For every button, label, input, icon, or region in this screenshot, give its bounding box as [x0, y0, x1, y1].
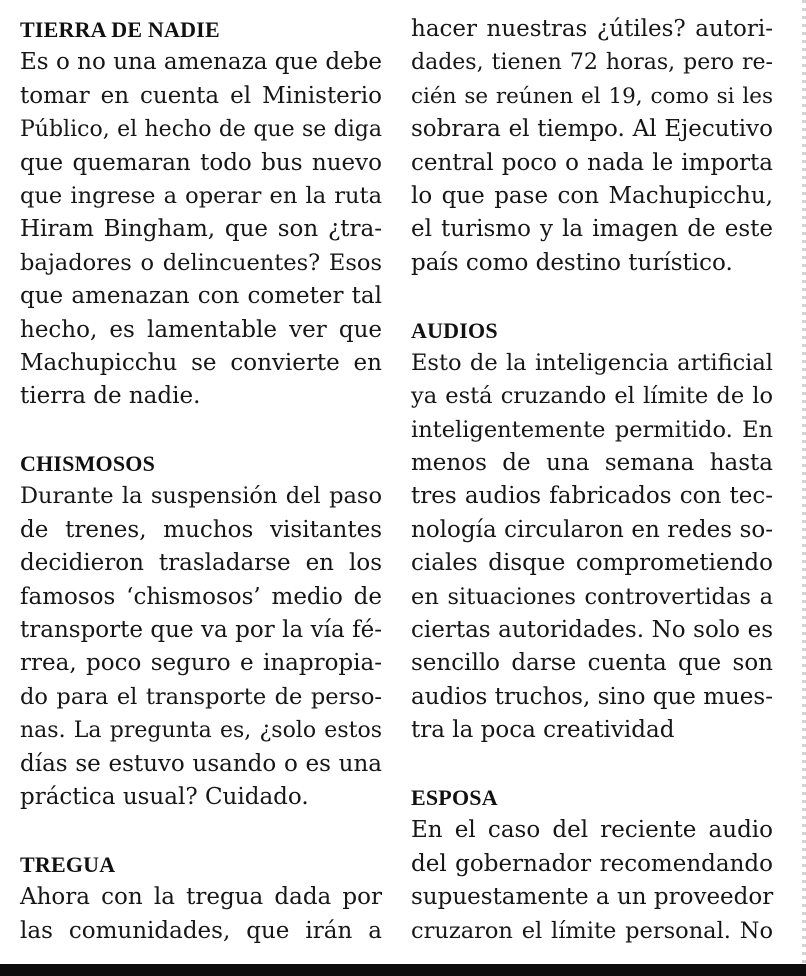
text-line: nología circularon en redes so- — [411, 516, 773, 543]
text-line: que quemaran todo bus nuevo — [20, 149, 382, 176]
section-tierra-de-nadie — [20, 13, 382, 414]
text-line: Es o no una amenaza que debe — [20, 49, 382, 76]
bottom-rule — [0, 964, 806, 976]
section-heading: TIERRA DE NADIE — [20, 17, 220, 42]
text-line: bajadores o delincuentes? Esos — [20, 249, 382, 276]
text-line: supuestamente a un proveedor — [411, 884, 774, 911]
text-line: audios truchos, sino que mues- — [411, 683, 773, 710]
text-line: Público, el hecho de que se diga — [20, 117, 382, 143]
text-line: Ahora con la tregua dada por — [20, 884, 382, 911]
text-line: ciales disque comprometiendo — [411, 550, 773, 577]
text-line: tomar en cuenta el Ministerio — [20, 82, 382, 109]
text-line: que amenazan con cometer tal — [20, 283, 382, 310]
text-line: famosos ‘chismosos’ medio de — [20, 583, 382, 610]
text-line: lo que pase con Machupicchu, — [411, 182, 773, 209]
text-line: días se estuvo usando o es una — [20, 750, 382, 777]
text-line: Hiram Bingham, que son ¿tra- — [20, 216, 382, 243]
text-line: central poco o nada le importa — [411, 149, 773, 176]
section-chismosos — [20, 447, 382, 814]
text-line: transporte que va por la vía fé- — [20, 617, 382, 644]
section-tregua-continued — [411, 13, 773, 280]
text-line: cruzaron el límite personal. No — [411, 917, 773, 944]
text-line: Esto de la inteligencia artificial — [411, 349, 773, 376]
text-line: en situaciones controvertidas a — [411, 583, 773, 610]
text-line: hacer nuestras ¿útiles? autori- — [411, 16, 773, 42]
text-line: sencillo darse cuenta que son — [411, 650, 773, 677]
left-column — [20, 13, 382, 948]
text-line: cién se reúnen el 19, como si les — [411, 83, 773, 109]
text-line: Machupicchu se convierte en — [20, 349, 382, 376]
text-line: país como destino turístico. — [411, 249, 733, 276]
text-line: decidieron trasladarse en los — [20, 550, 382, 577]
text-line: do para el transporte de perso- — [20, 683, 382, 710]
section-heading: TREGUA — [20, 851, 116, 877]
text-line: el turismo y la imagen de este — [411, 216, 773, 243]
text-line: ciertas autoridades. No solo es — [411, 617, 773, 644]
section-esposa — [411, 781, 773, 948]
text-line: tierra de nadie. — [20, 383, 201, 410]
text-line: de trenes, muchos visitantes — [20, 516, 382, 543]
section-heading: AUDIOS — [411, 317, 498, 343]
text-line: sobrara el tiempo. Al Ejecutivo — [411, 116, 773, 143]
text-line: práctica usual? Cuidado. — [20, 783, 309, 810]
right-column — [411, 13, 773, 948]
section-tregua — [20, 848, 382, 948]
section-audios — [411, 314, 773, 748]
text-line: menos de una semana hasta — [411, 450, 773, 477]
text-line: dades, tienen 72 horas, pero re- — [411, 50, 773, 76]
text-line: tres audios fabricados con tec- — [411, 483, 773, 510]
text-line: las comunidades, que irán a — [20, 917, 382, 944]
section-heading: ESPOSA — [411, 784, 498, 810]
text-line: nas. La pregunta es, ¿solo estos — [20, 718, 382, 744]
text-line: En el caso del reciente audio — [411, 817, 773, 844]
section-heading: CHISMOSOS — [20, 451, 156, 477]
text-line: rrea, poco seguro e inapropia- — [20, 650, 382, 677]
text-line: tra la poca creatividad — [411, 717, 675, 744]
text-line: ya está cruzando el límite de lo — [411, 383, 773, 410]
page-edge-strip — [802, 0, 806, 964]
text-line: Durante la suspensión del paso — [20, 483, 382, 510]
text-line: inteligentemente permitido. En — [411, 416, 773, 443]
text-line: hecho, es lamentable ver que — [20, 316, 382, 343]
text-line: del gobernador recomendando — [411, 850, 773, 877]
text-line: que ingrese a operar en la ruta — [20, 182, 382, 209]
